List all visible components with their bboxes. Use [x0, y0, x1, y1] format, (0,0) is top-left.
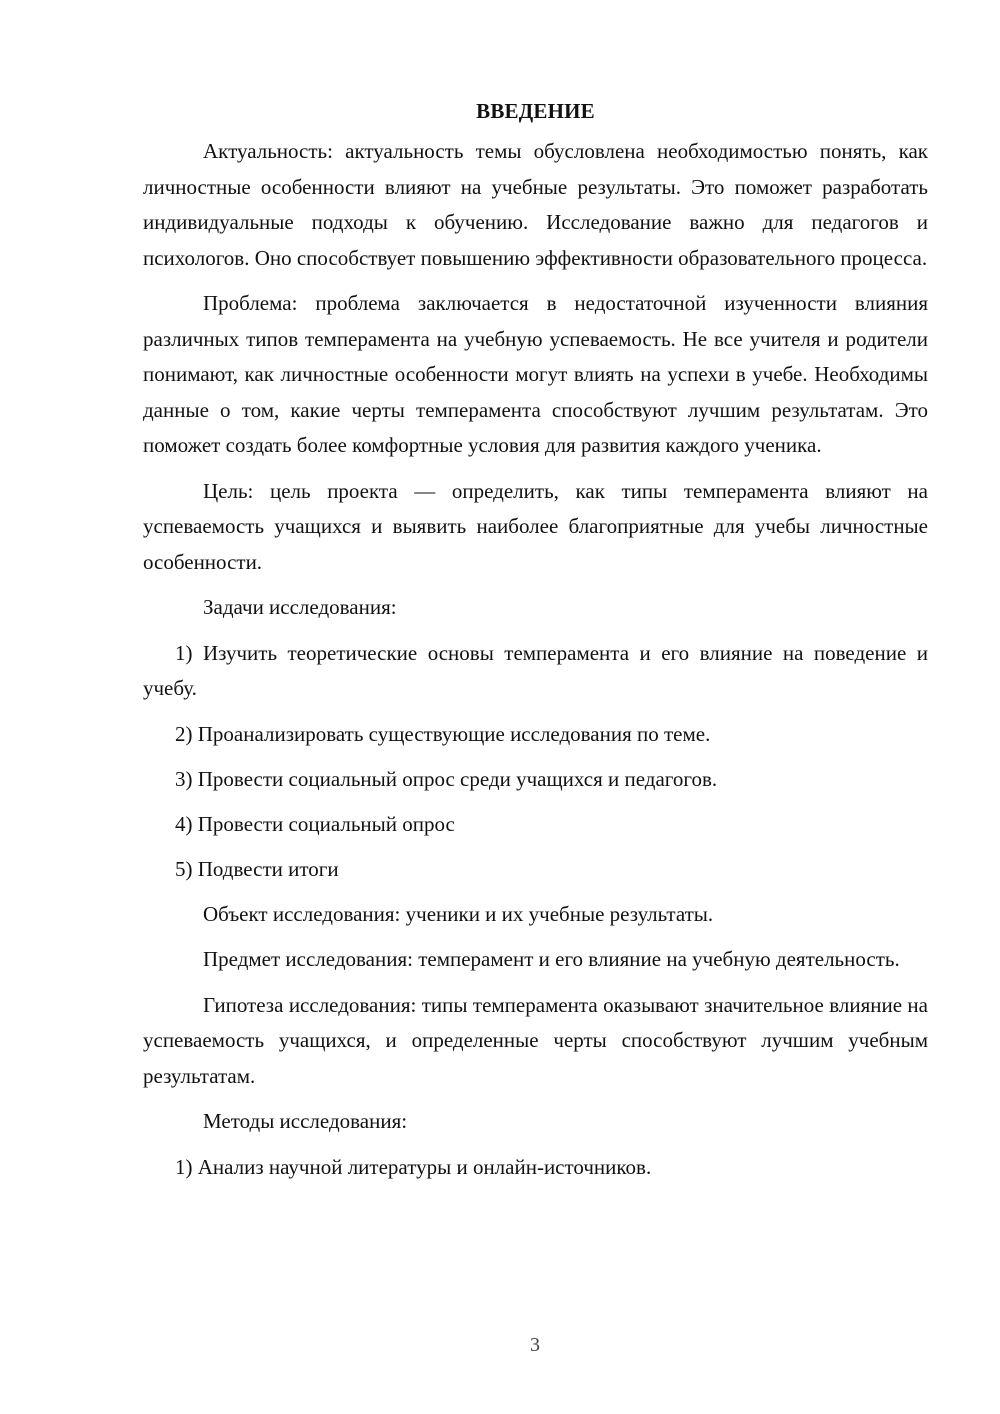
task-item: 4) Провести социальный опрос [175, 811, 455, 836]
page-number: 3 [530, 1334, 540, 1356]
relevance-paragraph: Актуальность: актуальность темы обусловлена необходимостью понять, как личностные особенности влияют на учебные результаты. Это поможет разработать индивидуальные подходы к обучению. Исследование важно для педагогов и психологов. Оно способствует повышению эффективности образовательного процесса. [143, 139, 928, 270]
task-item: 1) Изучить теоретические основы темперамента и его влияние на поведение и учебу. [143, 640, 928, 700]
task-item: 3) Провести социальный опрос среди учащихся и педагогов. [175, 766, 718, 791]
task-item: 5) Подвести итоги [175, 856, 339, 881]
section-title: ВВЕДЕНИЕ [476, 99, 595, 123]
problem-paragraph: Проблема: проблема заключается в недостаточной изученности влияния различных типов темперамента на учебную успеваемость. Не все учителя и родители понимают, как личностные особенности могут влиять на успехи в учебе. Необходимы данные о том, какие черты темперамента способствуют лучшим результатам. Это поможет создать более комфортные условия для развития каждого ученика. [143, 291, 928, 457]
tasks-heading: Задачи исследования: [203, 595, 397, 619]
methods-heading: Методы исследования: [203, 1109, 408, 1133]
goal-paragraph: Цель: цель проекта — определить, как типы темперамента влияют на успеваемость учащихся и выявить наиболее благоприятные для учебы личностные особенности. [143, 478, 928, 574]
task-item: 2) Проанализировать существующие исследования по теме. [175, 721, 711, 746]
method-item: 1) Анализ научной литературы и онлайн-источников. [175, 1154, 652, 1179]
object-paragraph: Объект исследования: ученики и их учебные результаты. [203, 901, 714, 926]
subject-paragraph: Предмет исследования: темперамент и его влияние на учебную деятельность. [203, 947, 900, 971]
page-content [143, 94, 928, 1195]
hypothesis-paragraph: Гипотеза исследования: типы темперамента оказывают значительное влияние на успеваемость учащихся, и определенные черты способствуют лучшим учебным результатам. [143, 992, 928, 1088]
